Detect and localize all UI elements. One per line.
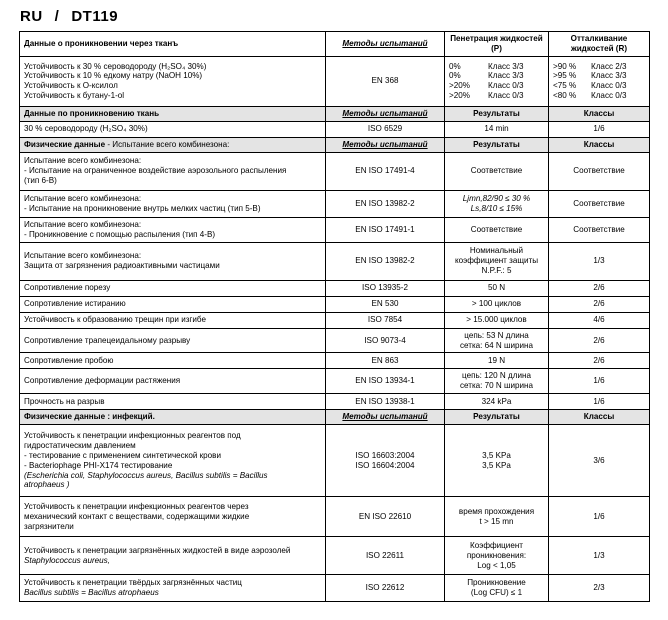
row-method: ISO 22612 — [326, 575, 445, 602]
desc-line: - Проникновение с помощью распыления (тип 4-B) — [24, 229, 216, 239]
row-class: 4/6 — [549, 312, 650, 328]
table-row — [20, 425, 650, 497]
row-description — [20, 497, 326, 537]
classes-header: Классы — [549, 410, 650, 425]
row-method: EN ISO 13982-2 — [326, 190, 445, 217]
result-line: Коэффициент — [469, 540, 524, 550]
table-row — [20, 242, 650, 280]
desc-line: Устойчивость к пенетрации инфекционных реагентов через — [24, 501, 249, 511]
row-description — [20, 575, 326, 602]
result-line: проникновения: — [466, 550, 527, 560]
desc-line: загрязнители — [24, 521, 74, 531]
row-result — [445, 497, 549, 537]
row-method: EN ISO 17491-1 — [326, 217, 445, 242]
row-method: EN ISO 17491-4 — [326, 152, 445, 190]
row-description — [20, 190, 326, 217]
result-line: Ljmn,82/90 ≤ 30 % — [462, 193, 531, 203]
section-title: Данные по проникновению ткань — [20, 106, 326, 121]
row-class: 3/6 — [549, 425, 650, 497]
result-line: 3,5 KPa — [482, 460, 511, 470]
desc-line: Испытание всего комбинезона: — [24, 156, 142, 166]
row-method: EN ISO 13938-1 — [326, 394, 445, 410]
row-method: ISO 13935-2 — [326, 280, 445, 296]
table-row — [20, 121, 650, 137]
row-method: EN 368 — [326, 56, 445, 106]
row-description — [20, 217, 326, 242]
row-method: ISO 7854 — [326, 312, 445, 328]
row-method — [326, 425, 445, 497]
desc-line: Испытание всего комбинезона: — [24, 251, 142, 261]
row-class: Соответствие — [549, 152, 650, 190]
repellency-header: Отталкивание жидкостей (R) — [549, 32, 650, 57]
desc-line: Устойчивость к пенетрации инфекционных реагентов под — [24, 431, 241, 441]
row-class: Соответствие — [549, 217, 650, 242]
row-result — [445, 369, 549, 394]
row-result: 50 N — [445, 280, 549, 296]
desc-line: Устойчивость к бутану-1-ol — [24, 91, 125, 101]
table-row — [20, 190, 650, 217]
row-description — [20, 242, 326, 280]
table-row — [20, 369, 650, 394]
row-class: 1/6 — [549, 121, 650, 137]
table-row — [20, 312, 650, 328]
row-result — [445, 190, 549, 217]
method-line: ISO 16604:2004 — [355, 460, 415, 470]
document-title — [20, 8, 118, 25]
section-header-permeation — [20, 106, 650, 121]
row-class: 1/3 — [549, 537, 650, 575]
row-result: Соответствие — [445, 152, 549, 190]
row-class: 2/6 — [549, 296, 650, 312]
rep-pct: >90 % — [553, 61, 577, 71]
row-result: > 15.000 циклов — [445, 312, 549, 328]
row-method: ISO 22611 — [326, 537, 445, 575]
table-row — [20, 217, 650, 242]
table-row — [20, 394, 650, 410]
desc-line: механический контакт с веществами, содержащими жидкие — [24, 511, 250, 521]
section-header-physical — [20, 137, 650, 152]
rep-class: Класс 2/3 — [591, 61, 627, 71]
desc-line: Испытание всего комбинезона: — [24, 219, 142, 229]
row-result: Соответствие — [445, 217, 549, 242]
table-row — [20, 280, 650, 296]
desc-line: Устойчивость к пенетрации загрязнённых жидкостей в виде аэрозолей — [24, 545, 291, 555]
desc-line: Устойчивость к О-ксилол — [24, 81, 118, 91]
desc-line: Bacillus subtilis = Bacillus atrophaeus — [24, 588, 159, 598]
table-row — [20, 537, 650, 575]
section-title: Данные о проникновении через тканъ — [20, 32, 326, 57]
section-title-rest: - Испытание всего комбинезона: — [105, 139, 230, 149]
table-row — [20, 497, 650, 537]
desc-line: Защита от загрязнения радиоактивными частицами — [24, 261, 220, 271]
pen-pct: >20% — [449, 91, 470, 101]
row-description: Прочность на разрыв — [20, 394, 326, 410]
result-line: сетка: 64 N ширина — [459, 340, 534, 350]
pen-pct: >20% — [449, 81, 470, 91]
table-row — [20, 575, 650, 602]
results-header: Результаты — [445, 410, 549, 425]
desc-line: Устойчивость к 30 % сероводороду (H₂SO₄ 30%) — [24, 61, 207, 71]
result-line: t > 15 mn — [479, 516, 514, 526]
row-class: 2/3 — [549, 575, 650, 602]
row-class: Соответствие — [549, 190, 650, 217]
desc-line: Staphylococcus aureus, — [24, 555, 110, 565]
row-description: Сопротивление истиранию — [20, 296, 326, 312]
table-row — [20, 328, 650, 353]
classes-header: Классы — [549, 106, 650, 121]
result-line: N.P.F.: 5 — [481, 266, 512, 276]
row-result — [445, 575, 549, 602]
desc-line: Испытание всего комбинезона: — [24, 193, 142, 203]
language-code: RU — [20, 8, 43, 25]
row-result — [445, 425, 549, 497]
pen-pct: 0% — [449, 71, 461, 81]
section-title-bold: Физические данные — [24, 139, 106, 149]
row-class: 2/6 — [549, 353, 650, 369]
desc-line: гидростатическим давлением — [24, 440, 136, 450]
pen-class: Класс 3/3 — [488, 61, 524, 71]
desc-line: Устойчивость к пенетрации твёрдых загрязнённых частиц — [24, 578, 242, 588]
row-class: 1/3 — [549, 242, 650, 280]
pen-class: Класс 0/3 — [488, 91, 524, 101]
row-description — [20, 56, 326, 106]
result-line: Номинальный — [469, 246, 524, 256]
row-method: EN ISO 22610 — [326, 497, 445, 537]
result-line: коэффициент защиты — [454, 256, 539, 266]
pen-class: Класс 0/3 — [488, 81, 524, 91]
row-result: 14 min — [445, 121, 549, 137]
rep-pct: >95 % — [553, 71, 577, 81]
row-method: EN 530 — [326, 296, 445, 312]
rep-pct: <75 % — [553, 81, 577, 91]
row-description: Сопротивление пробою — [20, 353, 326, 369]
row-description: Сопротивление трапецеидальному разрыву — [20, 328, 326, 353]
section-header-fabric-penetration — [20, 32, 650, 57]
title-separator: / — [54, 8, 60, 25]
methods-header: Методы испытаний — [326, 32, 445, 57]
product-model: DT119 — [71, 8, 119, 25]
result-line: Ls,8/10 ≤ 15% — [470, 203, 523, 213]
row-description: Сопротивление деформации растяжения — [20, 369, 326, 394]
row-description — [20, 152, 326, 190]
row-method: EN ISO 13934-1 — [326, 369, 445, 394]
result-line: (Log CFU) ≤ 1 — [470, 588, 523, 598]
classes-header: Классы — [549, 137, 650, 152]
row-result: 324 kPa — [445, 394, 549, 410]
section-title — [20, 137, 326, 152]
section-title: Физические данные : инфекций. — [20, 410, 326, 425]
section-header-infection — [20, 410, 650, 425]
result-line: время прохождения — [458, 506, 535, 516]
pen-class: Класс 3/3 — [488, 71, 524, 81]
specification-table — [19, 31, 650, 602]
row-method: ISO 6529 — [326, 121, 445, 137]
row-class: 1/6 — [549, 497, 650, 537]
row-result: 19 N — [445, 353, 549, 369]
desc-line: - Испытание на проникновение внутрь мелких частиц (тип 5-B) — [24, 203, 261, 213]
table-row — [20, 353, 650, 369]
row-class: 2/6 — [549, 328, 650, 353]
desc-line: - Испытание на ограниченное воздействие аэрозольного распыления — [24, 166, 287, 176]
method-line: ISO 16603:2004 — [355, 450, 415, 460]
result-line: цепь: 53 N длина — [464, 330, 529, 340]
result-line: цепь: 120 N длина — [462, 371, 531, 381]
table-row — [20, 152, 650, 190]
rep-class: Класс 0/3 — [591, 81, 627, 91]
row-class: 2/6 — [549, 280, 650, 296]
rep-class: Класс 3/3 — [591, 71, 627, 81]
desc-line: atrophaeus ) — [24, 480, 70, 490]
desc-line: - Bacteriophage PHI-X174 тестирование — [24, 460, 173, 470]
result-line: Log < 1,05 — [477, 560, 516, 570]
results-header: Результаты — [445, 106, 549, 121]
desc-line: - тестирование с применением синтетической крови — [24, 450, 221, 460]
row-result — [445, 328, 549, 353]
methods-header: Методы испытаний — [326, 137, 445, 152]
penetration-values — [445, 56, 549, 106]
row-description — [20, 425, 326, 497]
methods-header: Методы испытаний — [326, 106, 445, 121]
result-line: сетка: 70 N ширина — [459, 381, 534, 391]
rep-class: Класс 0/3 — [591, 91, 627, 101]
row-result — [445, 242, 549, 280]
penetration-header: Пенетрация жидкостей (P) — [445, 32, 549, 57]
repellency-values — [549, 56, 650, 106]
row-description — [20, 537, 326, 575]
pen-pct: 0% — [449, 61, 461, 71]
row-method: EN 863 — [326, 353, 445, 369]
row-method: ISO 9073-4 — [326, 328, 445, 353]
row-description: 30 % сероводороду (H₂SO₄ 30%) — [20, 121, 326, 137]
table-row-chemical-resistance — [20, 56, 650, 106]
result-line: Проникновение — [467, 578, 526, 588]
row-result — [445, 537, 549, 575]
desc-line: (тип 6-B) — [24, 176, 57, 186]
row-description: Сопротивление порезу — [20, 280, 326, 296]
row-class: 1/6 — [549, 369, 650, 394]
rep-pct: <80 % — [553, 91, 577, 101]
row-method: EN ISO 13982-2 — [326, 242, 445, 280]
table-row — [20, 296, 650, 312]
desc-line: Устойчивость к 10 % едкому натру (NaOH 10%) — [24, 71, 203, 81]
row-result: > 100 циклов — [445, 296, 549, 312]
desc-line: (Escherichia coli, Staphylococcus aureus, Bacillus subtilis = Bacillus — [24, 470, 268, 480]
methods-header: Методы испытаний — [326, 410, 445, 425]
row-description: Устойчивость к образованию трещин при изгибе — [20, 312, 326, 328]
row-class: 1/6 — [549, 394, 650, 410]
results-header: Результаты — [445, 137, 549, 152]
result-line: 3,5 KPa — [482, 450, 511, 460]
